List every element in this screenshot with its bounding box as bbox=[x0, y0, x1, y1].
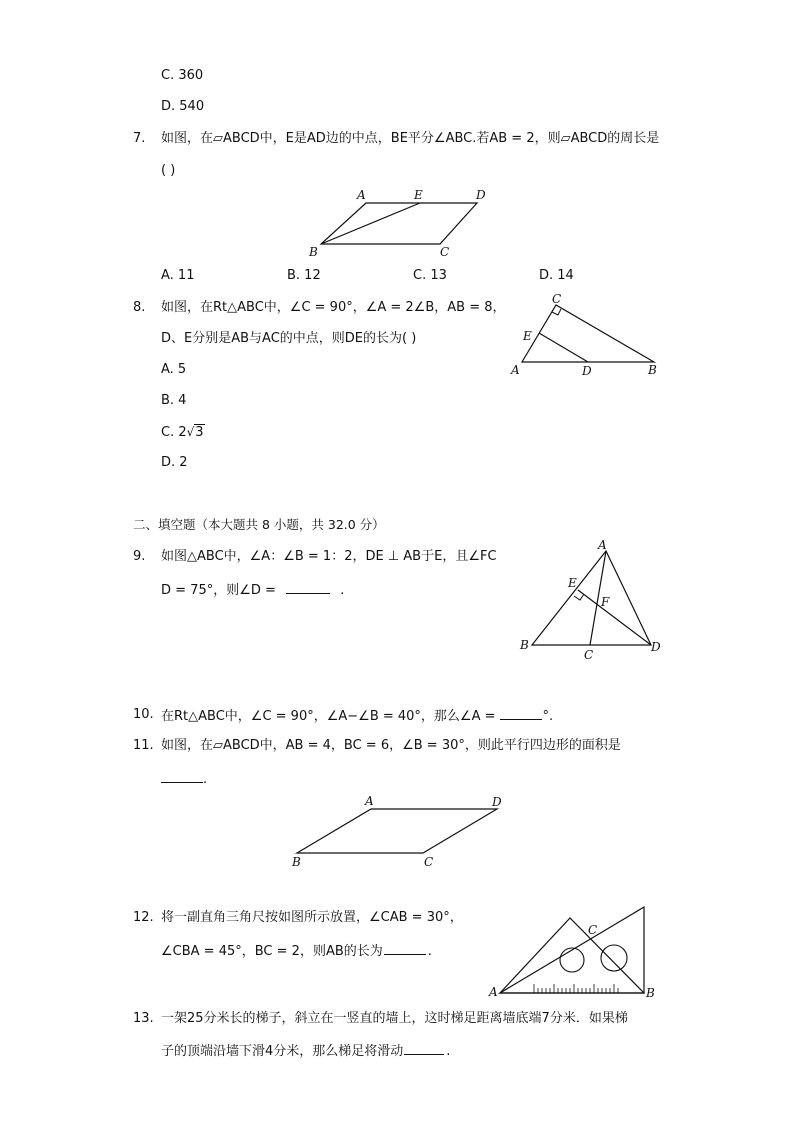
q10-stem-text: 在Rt△ABC中，∠C = 90°，∠A−∠B = 40°，那么∠A = bbox=[161, 709, 496, 724]
q7-label-c: C bbox=[440, 245, 450, 259]
q12-label-b: B bbox=[646, 986, 655, 1000]
q12-label-a: A bbox=[489, 985, 498, 999]
q8-option-c-radicand: 3 bbox=[195, 425, 204, 440]
section-heading-fill-blank: 二、填空题（本大题共 8 小题，共 32.0 分） bbox=[133, 517, 385, 532]
q6-option-c: C. 360 bbox=[161, 68, 204, 83]
q8-label-a: A bbox=[511, 363, 520, 377]
q7-option-c: C. 13 bbox=[413, 268, 447, 283]
q13-stem-tail: . bbox=[446, 1044, 451, 1059]
q13-number: 13. bbox=[133, 1011, 154, 1026]
q7-label-b: B bbox=[309, 245, 318, 259]
q11-label-d: D bbox=[492, 795, 502, 809]
q7-stem: 如图，在▱ABCD中，E是AD边的中点，BE平分∠ABC.若AB = 2，则▱ABCD的周长是 bbox=[161, 131, 660, 146]
q7-label-e: E bbox=[414, 188, 423, 202]
q9-stem-line2-text: D = 75°，则∠D = bbox=[161, 583, 276, 598]
q8-option-b: B. 4 bbox=[161, 393, 187, 408]
q9-label-a: A bbox=[598, 538, 607, 552]
q12-set-square-45 bbox=[500, 918, 644, 993]
q7-label-a: A bbox=[357, 188, 366, 202]
q11-label-c: C bbox=[424, 855, 434, 869]
q13-stem-line1: 一架25分米长的梯子，斜立在一竖直的墙上，这时梯足距离墙底端7分米．如果梯 bbox=[161, 1011, 628, 1026]
q8-stem-line1: 如图，在Rt△ABC中，∠C = 90°，∠A = 2∠B，AB = 8， bbox=[161, 300, 506, 315]
q10-number: 10. bbox=[133, 707, 154, 722]
sqrt-icon: √ bbox=[186, 425, 195, 439]
q8-number: 8. bbox=[133, 300, 146, 315]
q12-number: 12. bbox=[133, 910, 154, 925]
q11-label-a: A bbox=[365, 794, 374, 808]
q8-label-d: D bbox=[582, 364, 592, 378]
q10-stem-tail: °. bbox=[542, 709, 554, 724]
q8-label-b: B bbox=[648, 363, 657, 377]
q13-stem-line2-text: 子的顶端沿墙下滑4分米，那么梯足将滑动 bbox=[161, 1044, 404, 1059]
q9-stem-line1: 如图△ABC中，∠A：∠B = 1：2，DE ⊥ AB于E，且∠FC bbox=[161, 549, 497, 564]
q8-option-a: A. 5 bbox=[161, 362, 187, 377]
q8-label-c: C bbox=[552, 292, 562, 306]
q12-label-c: C bbox=[588, 923, 598, 937]
q8-label-e: E bbox=[523, 329, 532, 343]
q9-stem-line2-tail: . bbox=[340, 583, 345, 598]
q9-label-c: C bbox=[584, 648, 594, 662]
q6-option-d: D. 540 bbox=[161, 99, 205, 114]
q12-ruler-ticks bbox=[534, 984, 618, 993]
q7-option-b: B. 12 bbox=[287, 268, 321, 283]
q12-circle-hole-left bbox=[560, 948, 584, 972]
q9-label-d: D bbox=[651, 640, 661, 654]
q12-stem-line2-text: ∠CBA = 45°，BC = 2，则AB的长为 bbox=[161, 944, 383, 959]
q11-label-b: B bbox=[292, 855, 301, 869]
q11-stem-tail: . bbox=[203, 772, 208, 787]
q11-stem: 如图，在▱ABCD中，AB = 4，BC = 6，∠B = 30°，则此平行四边形的面积是 bbox=[161, 738, 621, 753]
q7-option-d: D. 14 bbox=[539, 268, 574, 283]
q7-answer-paren: ( ) bbox=[161, 163, 176, 178]
q9-number: 9. bbox=[133, 549, 146, 564]
q7-label-d: D bbox=[476, 188, 486, 202]
q9-label-e: E bbox=[568, 576, 577, 590]
q9-label-f: F bbox=[601, 595, 610, 609]
q7-option-a: A. 11 bbox=[161, 268, 195, 283]
q13-stem-line2 bbox=[161, 1042, 450, 1060]
q9-label-b: B bbox=[520, 638, 529, 652]
q12-stem-line1: 将一副直角三角尺按如图所示放置，∠CAB = 30°， bbox=[161, 910, 463, 925]
q8-option-d: D. 2 bbox=[161, 455, 188, 470]
q11-number: 11. bbox=[133, 738, 154, 753]
q8-stem-line2: D、E分别是AB与AC的中点，则DE的长为( ) bbox=[161, 331, 417, 346]
q7-number: 7. bbox=[133, 131, 146, 146]
q12-stem-tail: . bbox=[427, 944, 432, 959]
q12-circle-hole-right bbox=[601, 945, 627, 971]
q13-answer-blank[interactable] bbox=[404, 1042, 444, 1055]
q8-option-c-prefix: C. 2 bbox=[161, 425, 187, 440]
